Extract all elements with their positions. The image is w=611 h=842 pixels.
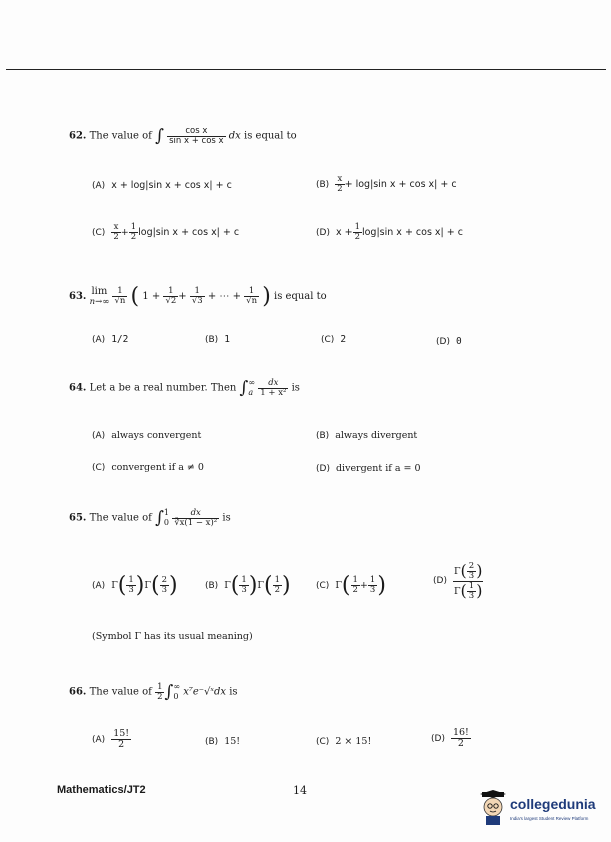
option-d[interactable] <box>431 728 471 749</box>
brand-tagline: India's largest Student Review Platform <box>510 816 589 821</box>
page-number: 14 <box>293 784 307 797</box>
option-prefix: x + <box>335 226 353 238</box>
question-64 <box>69 378 300 398</box>
question-stem-prefix: Let a be a real number. Then <box>89 382 237 394</box>
option-label: (A) <box>92 181 106 191</box>
option-a[interactable] <box>92 430 201 441</box>
option-fraction: $\frac{15!}{2}$ <box>113 728 130 750</box>
option-text: always divergent <box>335 430 418 441</box>
option-text: convergent if a ≠ 0 <box>111 462 204 473</box>
option-label: (D) <box>316 464 330 474</box>
series-term-1: $\frac{1}{√2}$ <box>165 286 177 306</box>
option-label: (D) <box>433 576 447 587</box>
limit <box>90 287 110 307</box>
gamma-symbol: Γ <box>257 580 264 591</box>
option-text: log|sin x + cos x| + c <box>361 226 463 238</box>
option-c[interactable] <box>92 223 239 242</box>
coefficient-fraction: $\frac{1}{2}$ <box>157 681 163 702</box>
question-65 <box>69 508 231 528</box>
gamma-symbol: Γ <box>335 580 342 591</box>
option-label: (B) <box>205 335 219 345</box>
gamma-symbol: Γ <box>224 580 231 591</box>
option-fraction-2: $\frac{1}{2}$ <box>130 222 137 242</box>
question-63: 63. lim n→∞ $\frac{1}{√n}$ ( 1 + $\frac{1}{√2}$ + $\frac{1}{√3}$ + ⋯ + $\frac{1}{√n}$ ) is equal to <box>69 284 327 309</box>
series-term-n: $\frac{1}{√n}$ <box>246 286 258 306</box>
option-label: (D) <box>436 337 450 347</box>
upper-limit: 1 <box>163 508 170 518</box>
option-b[interactable] <box>205 334 230 345</box>
option-label: (A) <box>92 734 106 745</box>
option-label: (A) <box>92 431 106 441</box>
gamma-arg-fraction: $\frac{1}{3}$ <box>241 575 247 595</box>
question-number: 65. <box>69 512 87 524</box>
integral-sign: ∫ <box>164 682 174 702</box>
question-66 <box>69 682 238 702</box>
option-b[interactable] <box>316 175 457 194</box>
option-d[interactable] <box>316 223 463 242</box>
symbol-note: (Symbol Γ has its usual meaning) <box>92 631 253 642</box>
integral-sign: ∫ <box>239 378 249 398</box>
question-stem-suffix: is equal to <box>244 130 297 142</box>
question-62: 62. The value of ∫ $\frac{\text{cos x}}{\text{sin x + cos x}}$ dx is equal to <box>69 125 297 146</box>
question-number: 66. <box>69 686 87 698</box>
question-stem-prefix: The value of <box>89 130 152 142</box>
question-stem-prefix: The value of <box>89 512 152 524</box>
option-a[interactable] <box>92 334 128 345</box>
option-d[interactable] <box>436 336 462 347</box>
option-text: 2 <box>340 334 347 345</box>
header-rule <box>6 69 606 70</box>
option-label: (B) <box>316 179 330 190</box>
lower-limit: 0 <box>163 518 170 527</box>
option-fraction: $\frac{16!}{2}$ <box>452 727 469 749</box>
lower-limit: a <box>248 388 254 397</box>
gamma-symbol: Γ <box>453 565 461 577</box>
option-label: (A) <box>92 335 106 345</box>
series-ellipsis: + ⋯ + <box>207 291 241 302</box>
gamma-ratio: Γ( $\frac{2}{3}$ ) Γ( $\frac{1}{3}$ ) <box>453 561 483 601</box>
series-term-2: $\frac{1}{√3}$ <box>191 286 203 306</box>
option-d[interactable] <box>433 562 483 601</box>
integrand-fraction <box>167 127 225 146</box>
option-label: (C) <box>316 737 330 747</box>
option-label: (B) <box>316 431 330 441</box>
option-fraction: $\frac{x}{2}$ <box>113 222 119 242</box>
question-stem-suffix: is equal to <box>274 291 327 302</box>
limit-subscript: n→∞ <box>89 296 110 307</box>
collegedunia-logo <box>480 790 606 830</box>
option-text: 0 <box>455 336 462 347</box>
option-c[interactable] <box>321 334 346 345</box>
option-label: (D) <box>316 227 330 238</box>
option-label: (A) <box>92 581 106 591</box>
option-text: always convergent <box>111 430 202 441</box>
option-a[interactable]: (A) Γ( $\frac{1}{3}$ )Γ( $\frac{2}{3}$ ) <box>92 573 178 598</box>
option-label: (C) <box>92 463 106 473</box>
gamma-symbol: Γ <box>453 585 461 597</box>
series-start: 1 + <box>142 291 161 302</box>
option-text: 1 <box>224 334 230 345</box>
option-fraction: $\frac{x}{2}$ <box>337 174 343 194</box>
gamma-arg-fraction: $\frac{1}{2}$ <box>352 575 358 595</box>
fraction-denominator: sin x + cos x <box>169 135 224 146</box>
lower-limit: 0 <box>173 692 179 701</box>
option-b[interactable]: (B) Γ( $\frac{1}{3}$ )Γ( $\frac{1}{2}$ ) <box>205 573 291 598</box>
question-stem-suffix: is <box>229 686 238 698</box>
option-label: (B) <box>205 737 219 747</box>
option-c[interactable] <box>92 462 204 473</box>
question-number: 63. <box>69 291 87 302</box>
question-number: 62. <box>69 130 87 142</box>
option-label: (C) <box>321 335 335 345</box>
limit-text: lim <box>91 285 108 297</box>
footer-subject: Mathematics/JT2 <box>57 784 146 796</box>
question-number: 64. <box>69 382 87 394</box>
option-text: 15! <box>224 736 241 747</box>
integral-limits <box>248 378 255 397</box>
integral-sign: ∫ <box>155 508 164 528</box>
option-text: 2 × 15! <box>335 736 372 747</box>
student-mascot-icon <box>480 790 508 826</box>
fraction-numerator: cos x <box>167 127 225 137</box>
question-stem-prefix: The value of <box>89 686 152 698</box>
option-operator: + <box>359 580 368 591</box>
gamma-arg-fraction: $\frac{1}{3}$ <box>128 575 134 595</box>
gamma-arg-fraction: $\frac{1}{2}$ <box>274 575 281 595</box>
option-label: (B) <box>205 581 219 591</box>
option-c[interactable] <box>316 736 371 747</box>
option-text: log|sin x + cos x| + c <box>138 226 240 238</box>
gamma-arg-fraction: $\frac{1}{3}$ <box>468 580 475 601</box>
option-d[interactable] <box>316 463 421 474</box>
integrand-fraction: $\frac{dx}{\text{1 + x²}}$ <box>260 377 287 398</box>
question-stem-suffix: is <box>291 382 300 394</box>
integrand-fraction: $\frac{dx}{\text{∛x(1 − x)²}}$ <box>174 507 218 528</box>
gamma-arg-fraction: $\frac{1}{3}$ <box>369 575 376 595</box>
limit-fraction: $\frac{1}{√n}$ <box>114 286 126 306</box>
option-text: divergent if a = 0 <box>335 463 421 474</box>
option-text: x + log|sin x + cos x| + c <box>111 180 232 191</box>
integral-sign: ∫ <box>155 126 164 146</box>
option-text: + log|sin x + cos x| + c <box>344 178 457 190</box>
question-stem-suffix: is <box>222 512 231 524</box>
gamma-arg-fraction: $\frac{2}{3}$ <box>468 561 475 581</box>
brand-name: collegedunia <box>510 796 596 812</box>
option-label: (D) <box>431 733 445 744</box>
option-a[interactable] <box>92 180 232 191</box>
option-label: (C) <box>316 581 330 591</box>
option-text: 1/2 <box>111 334 129 345</box>
integral-limits <box>164 508 169 527</box>
option-a[interactable] <box>92 729 131 750</box>
gamma-arg-fraction: $\frac{2}{3}$ <box>161 575 167 595</box>
option-fraction: $\frac{1}{2}$ <box>354 222 360 242</box>
option-b[interactable] <box>316 430 417 441</box>
upper-limit: ∞ <box>248 378 256 388</box>
option-b[interactable] <box>205 736 240 747</box>
gamma-symbol: Γ <box>144 580 151 591</box>
option-label: (C) <box>92 227 106 238</box>
integral-limits <box>173 682 180 701</box>
option-c[interactable]: (C) Γ( $\frac{1}{2}$ + $\frac{1}{3}$ ) <box>316 573 386 598</box>
gamma-symbol: Γ <box>111 580 118 591</box>
option-operator: + <box>120 226 129 238</box>
integrand: x⁷e⁻√ˣdx <box>183 686 227 698</box>
upper-limit: ∞ <box>173 682 181 692</box>
